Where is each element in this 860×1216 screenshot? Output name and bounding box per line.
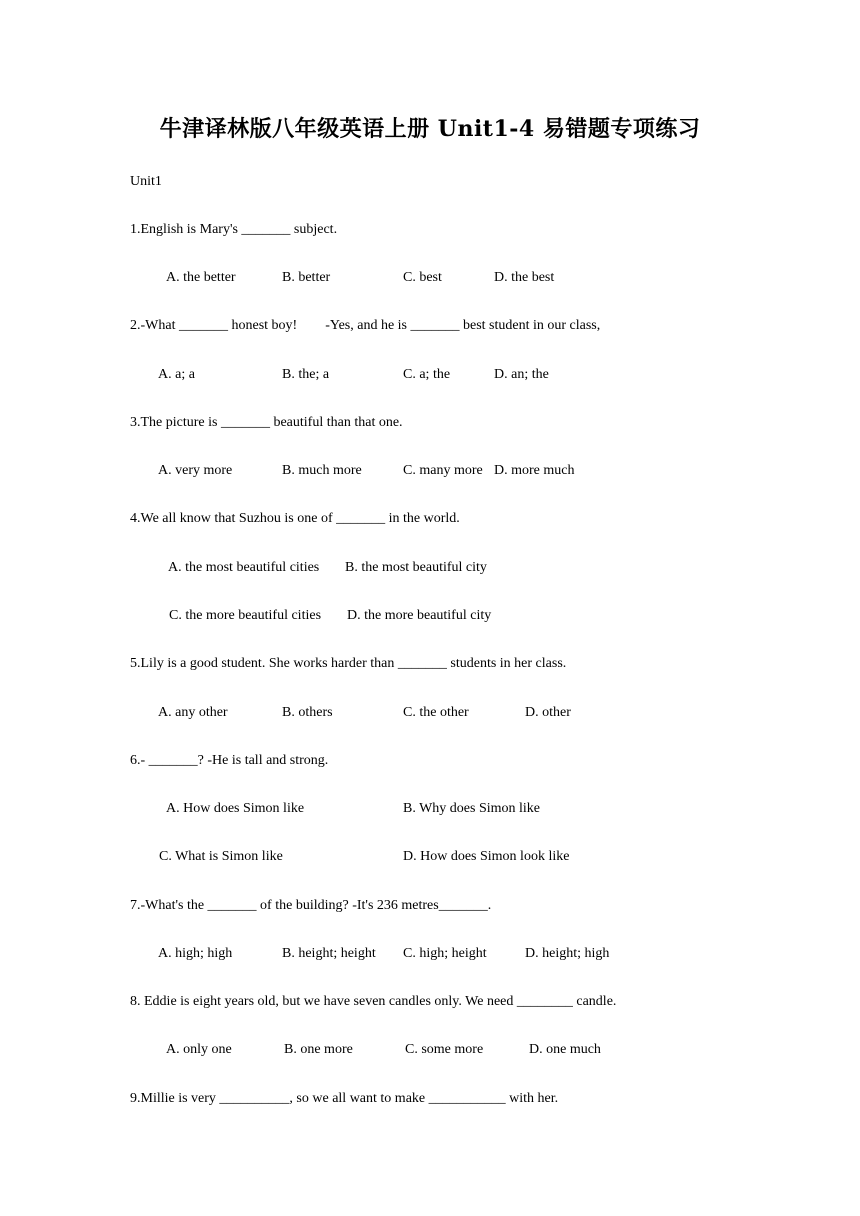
q2-option-b: B. the; a — [282, 367, 330, 382]
question-9: 9.Millie is very __________, so we all want to make ___________ with her. — [130, 1091, 559, 1106]
q7-option-d: D. height; high — [525, 946, 610, 961]
q8-option-d: D. one much — [529, 1042, 601, 1057]
q1-option-c: C. best — [403, 270, 442, 285]
q1-option-d: D. the best — [494, 270, 555, 285]
question-8: 8. Eddie is eight years old, but we have seven candles only. We need ________ candle. — [130, 994, 617, 1009]
q6-option-b: B. Why does Simon like — [403, 801, 541, 816]
unit-heading: Unit1 — [130, 174, 162, 189]
q8-option-a: A. only one — [166, 1042, 232, 1057]
q1-option-a: A. the better — [166, 270, 236, 285]
page-title: 牛津译林版八年级英语上册 Unit1-4 易错题专项练习 — [159, 116, 701, 142]
q7-option-c: C. high; height — [403, 946, 487, 961]
question-3: 3.The picture is _______ beautiful than that one. — [130, 415, 403, 430]
question-4: 4.We all know that Suzhou is one of _______ in the world. — [130, 511, 460, 526]
q4-option-d: D. the more beautiful city — [347, 608, 492, 623]
q5-option-d: D. other — [525, 705, 571, 720]
q8-option-c: C. some more — [405, 1042, 484, 1057]
q7-option-b: B. height; height — [282, 946, 376, 961]
q5-option-b: B. others — [282, 705, 333, 720]
question-5: 5.Lily is a good student. She works harder than _______ students in her class. — [130, 656, 567, 671]
q7-option-a: A. high; high — [158, 946, 233, 961]
question-2: 2.-What _______ honest boy! -Yes, and he is _______ best student in our class, — [130, 318, 601, 333]
q6-option-a: A. How does Simon like — [166, 801, 305, 816]
q4-option-a: A. the most beautiful cities — [168, 560, 320, 575]
q2-option-d: D. an; the — [494, 367, 549, 382]
q6-option-c: C. What is Simon like — [159, 849, 283, 864]
q5-option-c: C. the other — [403, 705, 469, 720]
q1-option-b: B. better — [282, 270, 331, 285]
q8-option-b: B. one more — [284, 1042, 353, 1057]
question-6: 6.- _______? -He is tall and strong. — [130, 753, 329, 768]
q2-option-a: A. a; a — [158, 367, 195, 382]
q2-option-c: C. a; the — [403, 367, 451, 382]
q4-option-c: C. the more beautiful cities — [169, 608, 322, 623]
q4-option-b: B. the most beautiful city — [345, 560, 487, 575]
q3-option-d: D. more much — [494, 463, 575, 478]
q3-option-c: C. many more — [403, 463, 483, 478]
question-7: 7.-What's the _______ of the building? -It's 236 metres_______. — [130, 898, 492, 913]
q3-option-a: A. very more — [158, 463, 233, 478]
q3-option-b: B. much more — [282, 463, 362, 478]
q6-option-d: D. How does Simon look like — [403, 849, 570, 864]
question-1: 1.English is Mary's _______ subject. — [130, 222, 338, 237]
q5-option-a: A. any other — [158, 705, 228, 720]
